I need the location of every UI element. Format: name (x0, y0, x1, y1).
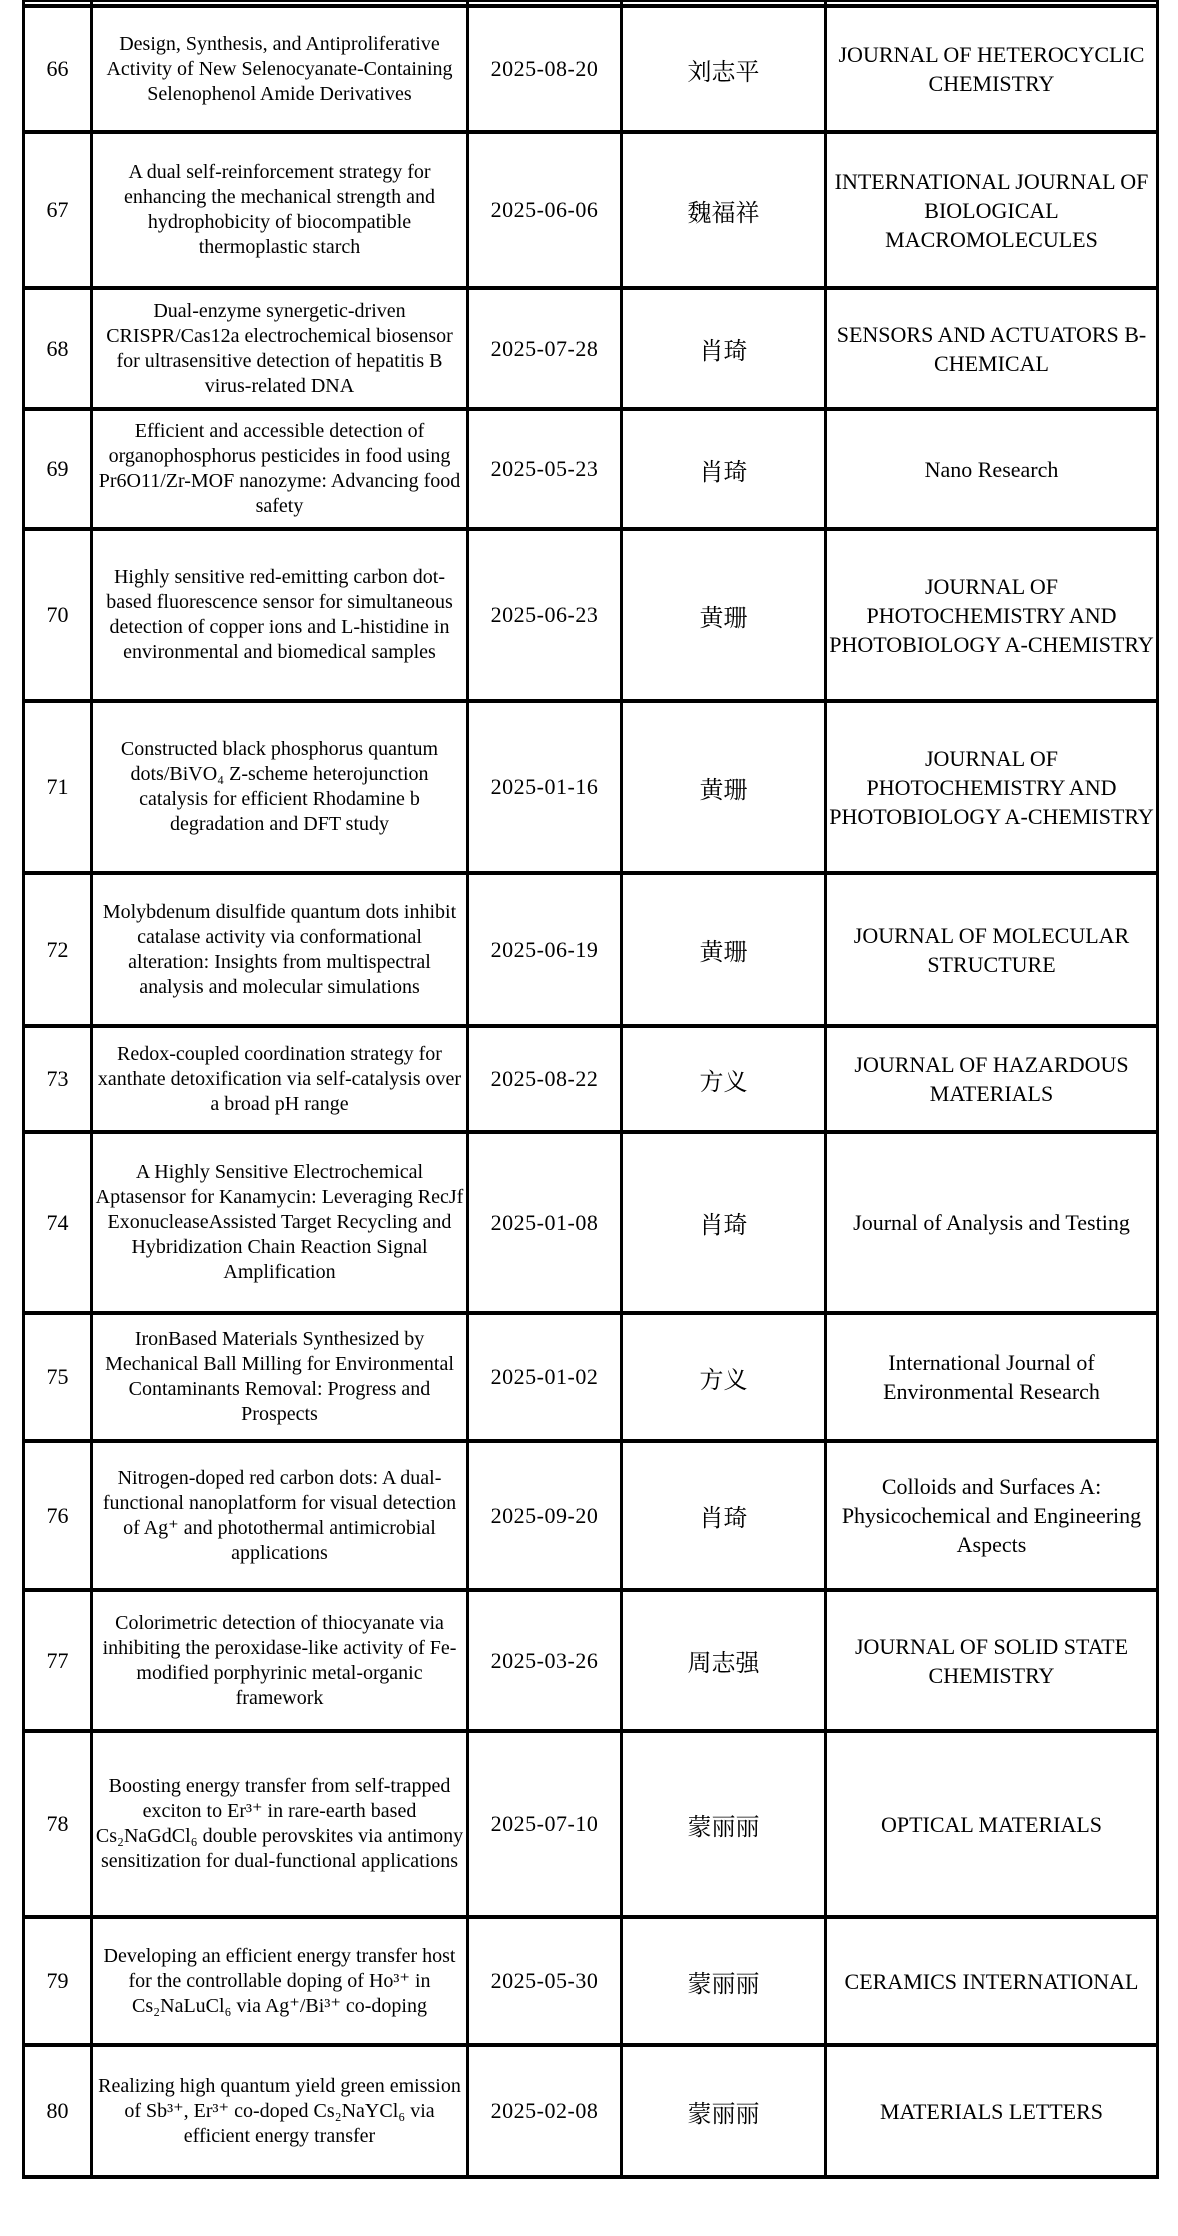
paper-title: IronBased Materials Synthesized by Mechanical Ball Milling for Environmental Contaminants Removal: Progress and Prospects (92, 1313, 468, 1441)
author-name: 方义 (622, 1026, 826, 1132)
paper-title: Molybdenum disulfide quantum dots inhibit catalase activity via conformational alteration: Insights from multispectral analysis and molecular simulations (92, 873, 468, 1026)
table-row (24, 6, 1158, 132)
journal-name: JOURNAL OF SOLID STATE CHEMISTRY (826, 1590, 1158, 1731)
table-row (24, 873, 1158, 1026)
journal-name: JOURNAL OF HAZARDOUS MATERIALS (826, 1026, 1158, 1132)
paper-title: Dual-enzyme synergetic-driven CRISPR/Cas12a electrochemical biosensor for ultrasensitive detection of hepatitis B virus-related DNA (92, 288, 468, 409)
publish-date: 2025-01-08 (468, 1132, 622, 1313)
author-name: 黄珊 (622, 701, 826, 873)
journal-name: Journal of Analysis and Testing (826, 1132, 1158, 1313)
row-number: 78 (24, 1731, 92, 1917)
table-row (24, 701, 1158, 873)
publish-date: 2025-01-02 (468, 1313, 622, 1441)
author-name: 肖琦 (622, 409, 826, 529)
table-row (24, 132, 1158, 288)
table-row (24, 1313, 1158, 1441)
paper-title: Colorimetric detection of thiocyanate via inhibiting the peroxidase-like activity of Fe-modified porphyrinic metal-organic framework (92, 1590, 468, 1731)
author-name: 魏福祥 (622, 132, 826, 288)
paper-title: Nitrogen-doped red carbon dots: A dual-functional nanoplatform for visual detection of Ag⁺ and photothermal antimicrobial applications (92, 1441, 468, 1590)
table-row (24, 2045, 1158, 2177)
author-name: 黄珊 (622, 873, 826, 1026)
publications-table (22, 0, 1159, 2179)
journal-name: International Journal of Environmental Research (826, 1313, 1158, 1441)
paper-title: Design, Synthesis, and Antiproliferative Activity of New Selenocyanate-Containing Selenophenol Amide Derivatives (92, 6, 468, 132)
row-number: 77 (24, 1590, 92, 1731)
paper-title: Developing an efficient energy transfer host for the controllable doping of Ho³⁺ in Cs₂NaLuCl₆ via Ag⁺/Bi³⁺ co-doping (92, 1917, 468, 2045)
journal-name: CERAMICS INTERNATIONAL (826, 1917, 1158, 2045)
table-row (24, 529, 1158, 701)
table-row (24, 1917, 1158, 2045)
publish-date: 2025-02-08 (468, 2045, 622, 2177)
row-number: 80 (24, 2045, 92, 2177)
publish-date: 2025-07-10 (468, 1731, 622, 1917)
paper-title: Redox-coupled coordination strategy for xanthate detoxification via self-catalysis over a broad pH range (92, 1026, 468, 1132)
paper-title: Efficient and accessible detection of organophosphorus pesticides in food using Pr6O11/Zr-MOF nanozyme: Advancing food safety (92, 409, 468, 529)
journal-name: MATERIALS LETTERS (826, 2045, 1158, 2177)
publish-date: 2025-07-28 (468, 288, 622, 409)
row-number: 74 (24, 1132, 92, 1313)
journal-name: JOURNAL OF HETEROCYCLIC CHEMISTRY (826, 6, 1158, 132)
paper-title: Realizing high quantum yield green emission of Sb³⁺, Er³⁺ co-doped Cs₂NaYCl₆ via efficient energy transfer (92, 2045, 468, 2177)
author-name: 刘志平 (622, 6, 826, 132)
publish-date: 2025-06-06 (468, 132, 622, 288)
table-row (24, 1731, 1158, 1917)
paper-title: Highly sensitive red-emitting carbon dot-based fluorescence sensor for simultaneous detection of copper ions and L-histidine in environmental and biomedical samples (92, 529, 468, 701)
table-row (24, 1590, 1158, 1731)
publish-date: 2025-09-20 (468, 1441, 622, 1590)
author-name: 肖琦 (622, 1132, 826, 1313)
publish-date: 2025-06-19 (468, 873, 622, 1026)
author-name: 方义 (622, 1313, 826, 1441)
author-name: 蒙丽丽 (622, 1731, 826, 1917)
author-name: 肖琦 (622, 1441, 826, 1590)
journal-name: JOURNAL OF PHOTOCHEMISTRY AND PHOTOBIOLOGY A-CHEMISTRY (826, 701, 1158, 873)
author-name: 蒙丽丽 (622, 2045, 826, 2177)
table-row (24, 1026, 1158, 1132)
row-number: 73 (24, 1026, 92, 1132)
table-row (24, 1132, 1158, 1313)
author-name: 黄珊 (622, 529, 826, 701)
table-row (24, 409, 1158, 529)
publish-date: 2025-03-26 (468, 1590, 622, 1731)
row-number: 75 (24, 1313, 92, 1441)
row-number: 66 (24, 6, 92, 132)
journal-name: INTERNATIONAL JOURNAL OF BIOLOGICAL MACROMOLECULES (826, 132, 1158, 288)
table-row (24, 288, 1158, 409)
paper-title: Constructed black phosphorus quantum dots/BiVO₄ Z-scheme heterojunction catalysis for efficient Rhodamine b degradation and DFT study (92, 701, 468, 873)
row-number: 68 (24, 288, 92, 409)
publish-date: 2025-01-16 (468, 701, 622, 873)
row-number: 76 (24, 1441, 92, 1590)
author-name: 肖琦 (622, 288, 826, 409)
paper-title: A Highly Sensitive Electrochemical Aptasensor for Kanamycin: Leveraging RecJf ExonucleaseAssisted Target Recycling and Hybridization Chain Reaction Signal Amplification (92, 1132, 468, 1313)
journal-name: OPTICAL MATERIALS (826, 1731, 1158, 1917)
paper-title: Boosting energy transfer from self-trapped exciton to Er³⁺ in rare-earth based Cs₂NaGdCl₆ double perovskites via antimony sensitization for dual-functional applications (92, 1731, 468, 1917)
journal-name: Nano Research (826, 409, 1158, 529)
row-number: 67 (24, 132, 92, 288)
row-number: 69 (24, 409, 92, 529)
row-number: 71 (24, 701, 92, 873)
publish-date: 2025-06-23 (468, 529, 622, 701)
publish-date: 2025-08-22 (468, 1026, 622, 1132)
table-row (24, 1441, 1158, 1590)
journal-name: Colloids and Surfaces A: Physicochemical and Engineering Aspects (826, 1441, 1158, 1590)
author-name: 周志强 (622, 1590, 826, 1731)
publish-date: 2025-05-30 (468, 1917, 622, 2045)
row-number: 70 (24, 529, 92, 701)
journal-name: JOURNAL OF MOLECULAR STRUCTURE (826, 873, 1158, 1026)
journal-name: SENSORS AND ACTUATORS B-CHEMICAL (826, 288, 1158, 409)
row-number: 72 (24, 873, 92, 1026)
publish-date: 2025-08-20 (468, 6, 622, 132)
publish-date: 2025-05-23 (468, 409, 622, 529)
row-number: 79 (24, 1917, 92, 2045)
author-name: 蒙丽丽 (622, 1917, 826, 2045)
paper-title: A dual self-reinforcement strategy for enhancing the mechanical strength and hydrophobicity of biocompatible thermoplastic starch (92, 132, 468, 288)
journal-name: JOURNAL OF PHOTOCHEMISTRY AND PHOTOBIOLOGY A-CHEMISTRY (826, 529, 1158, 701)
